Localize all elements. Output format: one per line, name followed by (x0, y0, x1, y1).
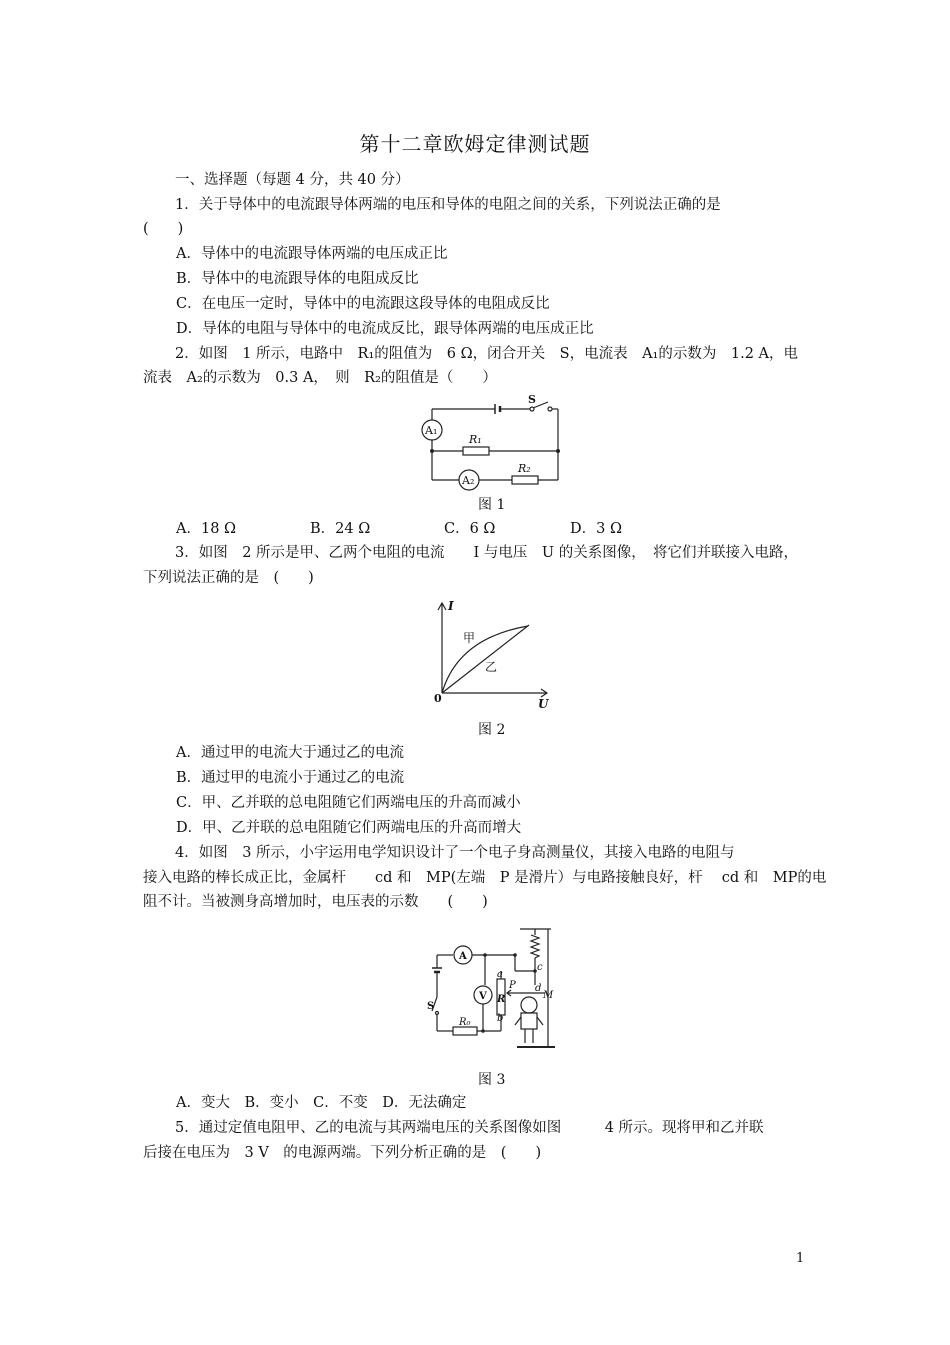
q4-options: A．变大 B．变小 C．不变 D．无法确定 (176, 1095, 467, 1111)
axis-label-i: I (448, 599, 454, 613)
q3-option-b: B．通过甲的电流小于通过乙的电流 (176, 770, 405, 786)
q1-stem: 1．关于导体中的电流跟导体两端的电压和导体的电阻之间的关系，下列说法正确的是 (175, 197, 721, 213)
figure-2-graph (430, 598, 555, 711)
label-yi: 乙 (485, 660, 498, 674)
figure-3-circuit (425, 925, 565, 1053)
q4-line1: 4．如图 3 所示，小宇运用电学知识设计了一个电子身高测量仪，其接入电路的电阻与 (175, 845, 735, 861)
q2-option-a: A．18 Ω (176, 521, 237, 537)
q2-option-b: B．24 Ω (310, 521, 371, 537)
q1-paren: ( ) (143, 221, 184, 237)
label-ammeter: A (459, 951, 467, 962)
label-r: R (497, 994, 506, 1005)
label-switch: S (427, 1001, 435, 1012)
label-jia: 甲 (463, 631, 476, 645)
q3-option-c: C．甲、乙并联的总电阻随它们两端电压的升高而减小 (176, 795, 521, 811)
q4-line3: 阻不计。当被测身高增加时，电压表的示数 ( ) (143, 894, 488, 910)
q3-line1: 3．如图 2 所示是甲、乙两个电阻的电流 I 与电压 U 的关系图像， 将它们并联接入电路， (175, 545, 798, 561)
figure-1-caption: 图 1 (478, 497, 506, 513)
label-voltmeter: V (479, 991, 487, 1002)
label-d: d (535, 983, 542, 994)
q3-option-d: D．甲、乙并联的总电阻随它们两端电压的升高而增大 (176, 820, 522, 836)
q1-option-d: D．导体的电阻与导体中的电流成反比，跟导体两端的电压成正比 (176, 321, 594, 337)
q3-line2: 下列说法正确的是 ( ) (143, 570, 314, 586)
q2-option-c: C．6 Ω (444, 521, 496, 537)
q1-option-a: A．导体中的电流跟导体两端的电压成正比 (176, 246, 448, 262)
label-c: c (537, 962, 543, 973)
figure-3-caption: 图 3 (478, 1072, 506, 1088)
q3-option-a: A．通过甲的电流大于通过乙的电流 (176, 745, 404, 761)
label-a1: A₁ (425, 424, 438, 437)
q5-line2: 后接在电压为 3 V 的电源两端。下列分析正确的是 ( ) (143, 1145, 542, 1161)
label-p: P (509, 980, 516, 991)
figure-1-circuit (415, 393, 575, 490)
label-r1: R₁ (469, 433, 482, 446)
label-a: a (497, 969, 503, 980)
q2-line1: 2．如图 1 所示，电路中 R₁的阻值为 6 Ω，闭合开关 S，电流表 A₁的示数为 1.2 A，电 (175, 346, 799, 362)
q2-option-d: D．3 Ω (570, 521, 622, 537)
axis-label-u: U (538, 697, 549, 711)
label-r0: R₀ (459, 1017, 471, 1028)
page-title: 第十二章欧姆定律测试题 (359, 132, 591, 156)
q4-line2: 接入电路的棒长成正比，金属杆 cd 和 MP(左端 P 是滑片）与电路接触良好，杆 cd 和 MP的电 (143, 870, 827, 886)
label-a2: A₂ (462, 474, 475, 487)
label-s: S (528, 393, 536, 406)
section-heading: 一、选择题（每题 4 分，共 40 分） (175, 172, 410, 188)
origin-label: 0 (434, 692, 442, 705)
q2-line2: 流表 A₂的示数为 0.3 A， 则 R₂的阻值是（ ） (143, 370, 497, 386)
q1-option-c: C．在电压一定时，导体中的电流跟这段导体的电阻成反比 (176, 296, 550, 312)
q1-option-b: B．导体中的电流跟导体的电阻成反比 (176, 271, 419, 287)
figure-2-caption: 图 2 (478, 722, 506, 738)
label-r2: R₂ (518, 462, 531, 475)
q5-line1: 5．通过定值电阻甲、乙的电流与其两端电压的关系图像如图 4 所示。现将甲和乙并联 (175, 1120, 764, 1136)
label-b: b (497, 1013, 504, 1024)
page-number: 1 (796, 1251, 805, 1266)
line-yi (442, 625, 529, 693)
label-m: M (543, 990, 554, 1001)
